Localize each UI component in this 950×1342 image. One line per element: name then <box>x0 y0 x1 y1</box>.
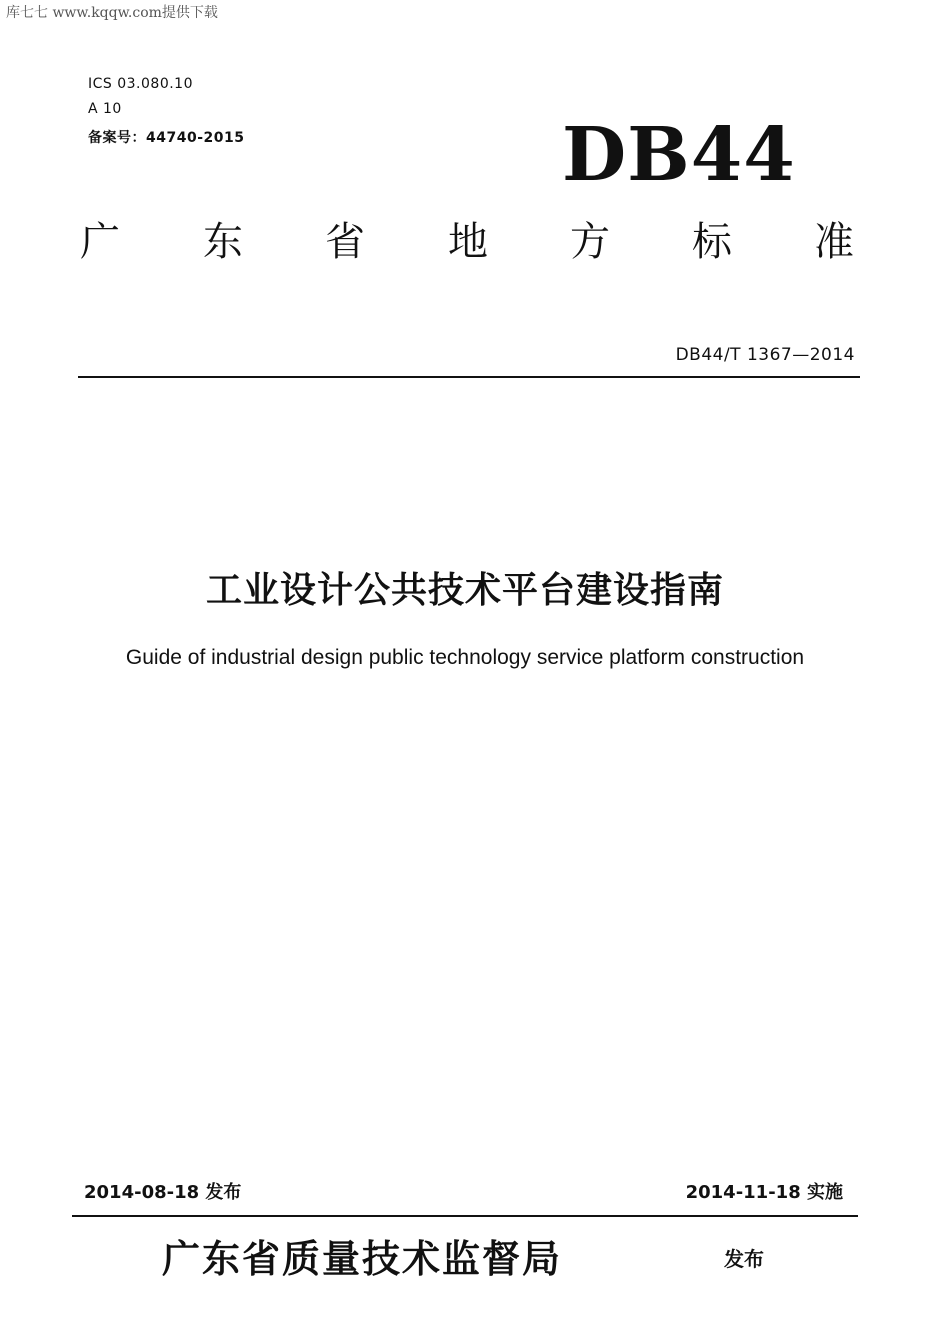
standard-type-char: 标 <box>692 219 732 265</box>
release-date: 2014-08-18 发布 <box>84 1182 242 1203</box>
title-english: Guide of industrial design public technology service platform construction <box>125 646 805 669</box>
header-divider <box>78 376 860 378</box>
category-code: A 10 <box>88 101 122 117</box>
standard-type-char: 广 <box>80 219 120 265</box>
standard-type-char: 东 <box>203 219 243 265</box>
title-chinese: 工业设计公共技术平台建设指南 <box>205 570 724 611</box>
watermark-text: 库七七 www.kqqw.com提供下载 <box>6 5 218 21</box>
standard-type-char: 准 <box>814 219 854 265</box>
footer-divider <box>72 1215 858 1217</box>
ics-code: ICS 03.080.10 <box>88 76 193 92</box>
issue-label: 发布 <box>724 1247 764 1271</box>
implementation-date: 2014-11-18 实施 <box>685 1182 843 1203</box>
issuing-authority: 广东省质量技术监督局 <box>162 1236 563 1281</box>
db44-logo: DB44 <box>562 112 796 198</box>
record-number: 备案号：44740-2015 <box>88 130 245 146</box>
standard-type-char: 方 <box>570 219 610 265</box>
standard-number: DB44/T 1367—2014 <box>675 345 855 365</box>
standard-type-char: 地 <box>448 219 488 265</box>
standard-type-char: 省 <box>325 219 365 265</box>
